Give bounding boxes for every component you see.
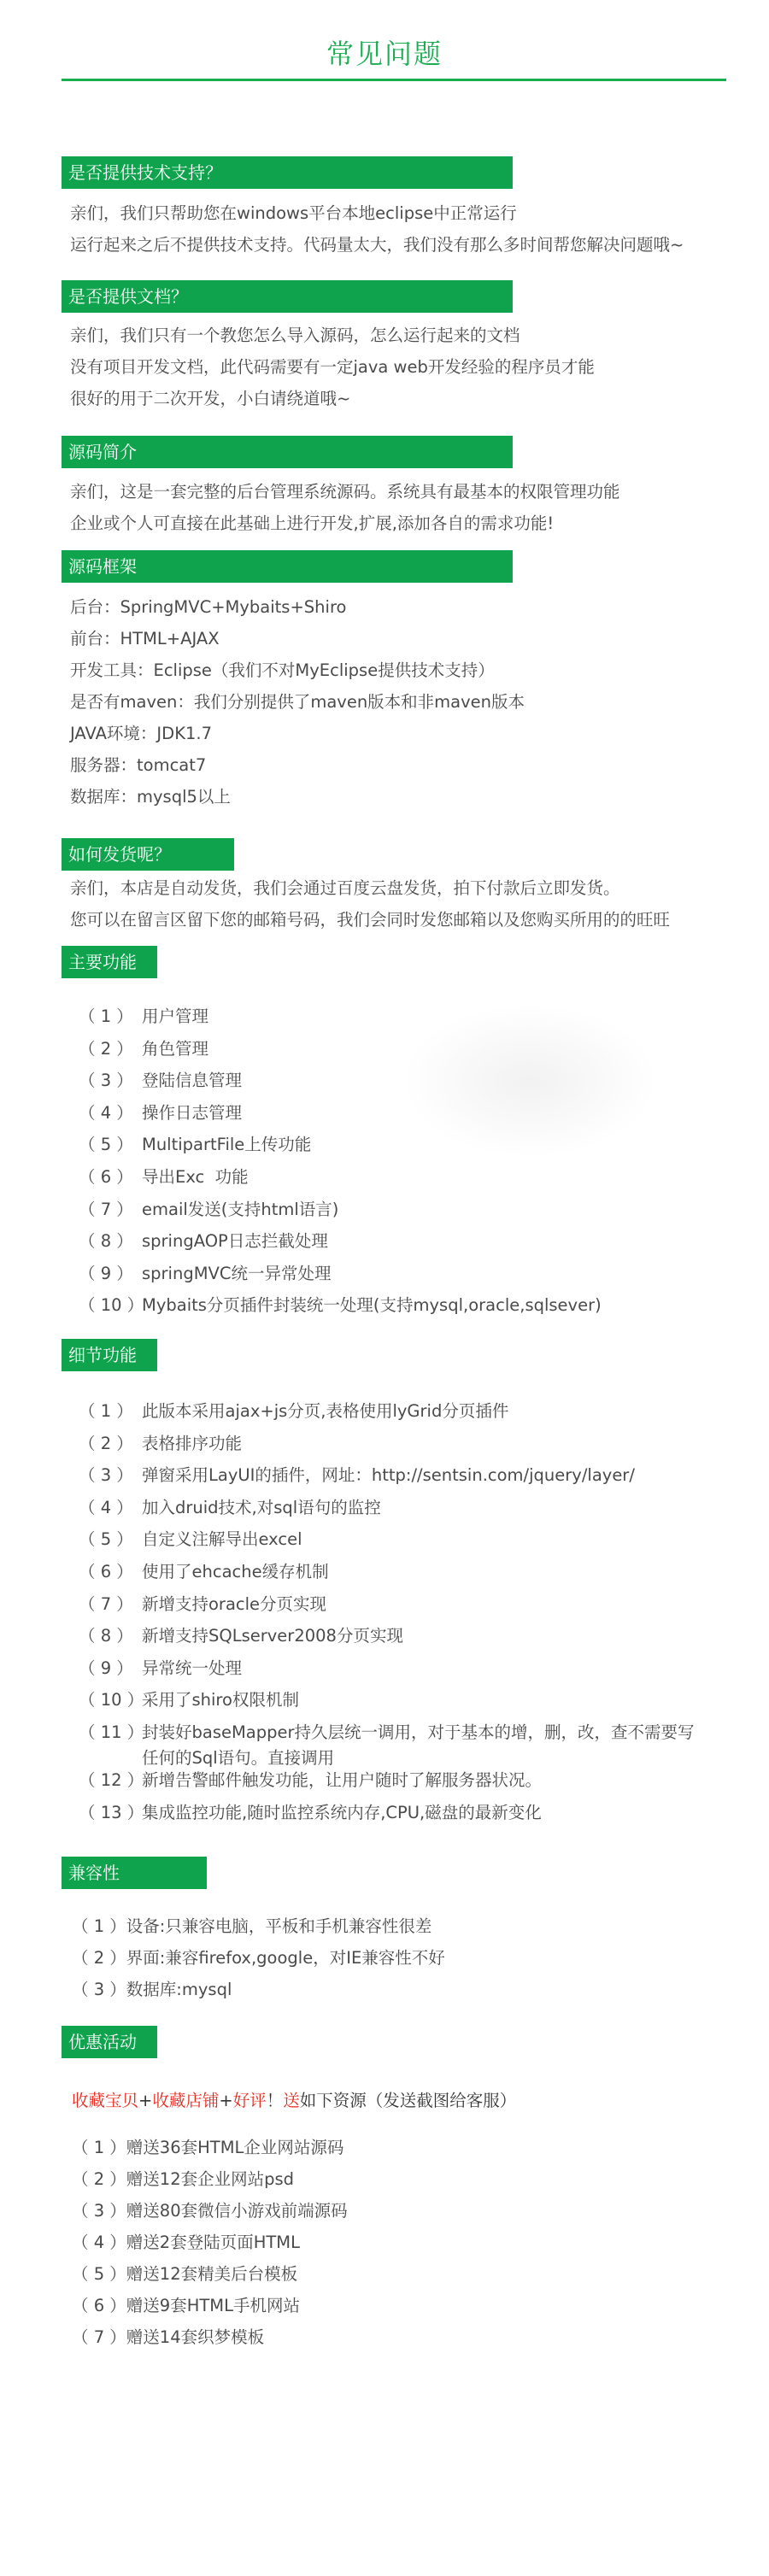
section-heading-main: 主要功能 [62, 946, 157, 978]
docs-line: 亲们，我们只有一个教您怎么导入源码，怎么运行起来的文档 [70, 326, 520, 345]
section-heading-framework: 源码框架 [62, 550, 513, 583]
delivery-line: 您可以在留言区留下您的邮箱号码，我们会同时发您邮箱以及您购买所用的的旺旺 [70, 910, 671, 930]
support-line: 亲们，我们只帮助您在windows平台本地eclipse中正常运行 [70, 203, 517, 223]
framework-line: 是否有maven：我们分别提供了maven版本和非maven版本 [70, 692, 525, 712]
list-item: （ 4 ） 操作日志管理 [79, 1102, 243, 1123]
list-item: （ 2 ） 表格排序功能 [79, 1433, 243, 1453]
main-feature-list [79, 1000, 602, 1322]
section-heading-docs: 是否提供文档？ [62, 280, 513, 313]
list-item: （ 11 ）封装好baseMapper持久层统一调用，对于基本的增，删，改，查不需要写任何的Sql语句。直接调用 [79, 1722, 695, 1768]
framework-line: 开发工具：Eclipse（我们不对MyEclipse提供技术支持） [70, 660, 495, 680]
framework-text [70, 591, 525, 813]
promo-line: （ 7 ）赠送14套织梦模板 [72, 2327, 265, 2347]
list-item: （ 5 ） 自定义注解导出excel [79, 1529, 302, 1550]
delivery-text [70, 872, 670, 936]
list-item: （ 9 ） 异常统一处理 [79, 1658, 243, 1678]
section-heading-compat: 兼容性 [62, 1857, 207, 1889]
docs-line: 很好的用于二次开发，小白请绕道哦~ [70, 389, 351, 408]
list-item: （ 7 ） email发送(支持html语言) [79, 1199, 339, 1219]
list-item: （ 1 ） 此版本采用ajax+js分页,表格使用lyGrid分页插件 [79, 1401, 509, 1421]
list-item: （ 4 ） 加入druid技术,对sql语句的监控 [79, 1497, 381, 1517]
promo-line: （ 4 ）赠送2套登陆页面HTML [72, 2233, 300, 2252]
promo-line: （ 6 ）赠送9套HTML手机网站 [72, 2296, 300, 2315]
list-item: （ 6 ） 使用了ehcache缓存机制 [79, 1561, 329, 1581]
list-item: （ 8 ） 新增支持SQLserver2008分页实现 [79, 1626, 403, 1646]
compat-line: （ 3 ）数据库:mysql [72, 1980, 232, 1999]
compat-line: （ 1 ）设备:只兼容电脑，平板和手机兼容性很差 [72, 1916, 432, 1936]
compat-text [72, 1910, 445, 2005]
section-heading-promo: 优惠活动 [62, 2026, 157, 2058]
docs-line: 没有项目开发文档，此代码需要有一定java web开发经验的程序员才能 [70, 357, 595, 377]
list-item: （ 13 ）集成监控功能,随时监控系统内存,CPU,磁盘的最新变化 [79, 1802, 542, 1822]
list-item: （ 12 ）新增告警邮件触发功能，让用户随时了解服务器状况。 [79, 1769, 543, 1790]
section-heading-delivery: 如何发货呢？ [62, 838, 234, 871]
list-item: （ 10 ）Mybaits分页插件封装统一处理(支持mysql,oracle,sqlsever) [79, 1295, 602, 1316]
framework-line: 数据库：mysql5以上 [70, 787, 231, 807]
section-heading-intro: 源码简介 [62, 436, 513, 468]
framework-line: 后台：SpringMVC+Mybaits+Shiro [70, 597, 347, 617]
list-item: （ 3 ） 弹窗采用LayUI的插件，网址：http://sentsin.com/jquery/layer/ [79, 1465, 635, 1486]
list-item: （ 9 ） springMVC统一异常处理 [79, 1263, 332, 1283]
intro-line: 企业或个人可直接在此基础上进行开发,扩展,添加各自的需求功能! [70, 513, 555, 533]
promo-line: （ 5 ）赠送12套精美后台模板 [72, 2264, 298, 2284]
detail-feature-list [79, 1395, 697, 1828]
framework-line: 服务器：tomcat7 [70, 755, 207, 775]
list-item: （ 1 ） 用户管理 [79, 1006, 209, 1026]
promo-line: （ 3 ）赠送80套微信小游戏前端源码 [72, 2201, 348, 2221]
promo-line: （ 2 ）赠送12套企业网站psd [72, 2169, 295, 2189]
promo-intro: 收藏宝贝+收藏店铺+好评！送如下资源（发送截图给客服） [72, 2091, 517, 2110]
list-item: （ 2 ） 角色管理 [79, 1038, 209, 1059]
docs-text [70, 320, 595, 414]
intro-text [70, 476, 620, 539]
list-item: （ 6 ） 导出Exc 功能 [79, 1166, 249, 1187]
title-divider [62, 79, 726, 81]
framework-line: JAVA环境：JDK1.7 [70, 724, 212, 743]
list-item: （ 7 ） 新增支持oracle分页实现 [79, 1593, 327, 1614]
support-line: 运行起来之后不提供技术支持。代码量太大，我们没有那么多时间帮您解决问题哦~ [70, 235, 684, 255]
list-item: （ 5 ） MultipartFile上传功能 [79, 1135, 312, 1155]
compat-line: （ 2 ）界面:兼容firefox,google，对IE兼容性不好 [72, 1948, 445, 1968]
delivery-line: 亲们，本店是自动发货，我们会通过百度云盘发货，拍下付款后立即发货。 [70, 878, 620, 898]
list-item: （ 8 ） springAOP日志拦截处理 [79, 1231, 328, 1252]
section-heading-support: 是否提供技术支持？ [62, 156, 513, 189]
list-item: （ 3 ） 登陆信息管理 [79, 1071, 243, 1091]
support-text [70, 197, 684, 261]
promo-list [72, 2132, 348, 2353]
intro-line: 亲们，这是一套完整的后台管理系统源码。系统具有最基本的权限管理功能 [70, 482, 620, 502]
framework-line: 前台：HTML+AJAX [70, 629, 220, 648]
page-title: 常见问题 [326, 38, 443, 70]
promo-line: （ 1 ）赠送36套HTML企业网站源码 [72, 2138, 344, 2157]
section-heading-detail: 细节功能 [62, 1339, 157, 1371]
list-item: （ 10 ）采用了shiro权限机制 [79, 1690, 299, 1710]
